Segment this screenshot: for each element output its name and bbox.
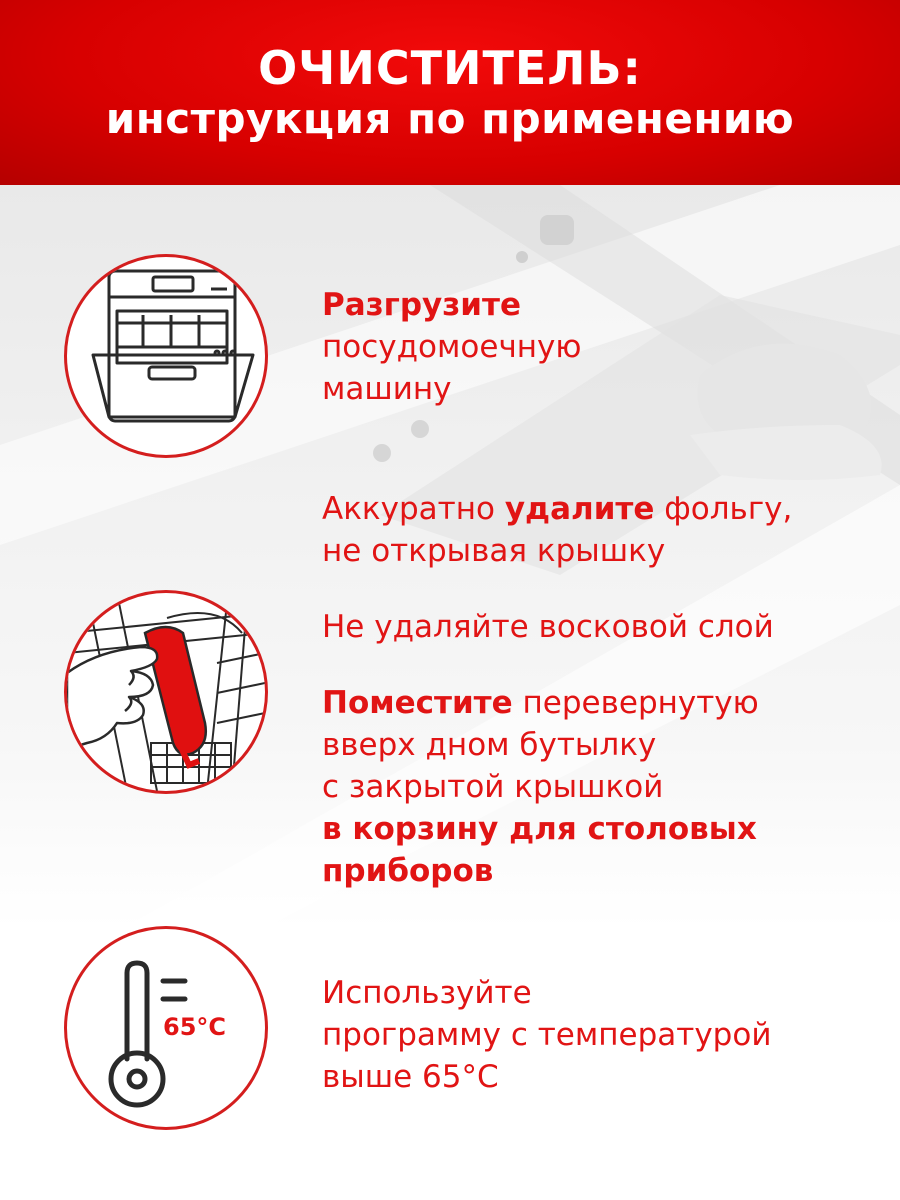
hand-placing-bottle-icon [67,593,265,791]
step-place-bottle-line3: с закрытой крышкой [322,769,664,805]
bottle-placement-circle [64,590,268,794]
step-program-line3: выше 65°С [322,1059,499,1095]
step-place-bottle-line5: приборов [322,853,494,889]
dishwasher-icon [67,257,265,455]
step-remove-foil-post: фольгу, [654,491,793,527]
step-place-bottle [322,682,759,892]
step-place-bottle-action: Поместите [322,685,513,721]
step-remove-foil-action: удалите [504,491,655,527]
step-unload-action: Разгрузите [322,287,521,323]
step-program-line1: Используйте [322,975,532,1011]
dishwasher-circle [64,254,268,458]
step-remove-foil [322,488,792,572]
step-unload-line2: посудомоечную [322,329,582,365]
step-wax-warning [322,606,774,648]
page-subtitle: инструкция по применению [105,93,795,143]
step-unload [322,284,581,410]
step-unload-line3: машину [322,371,452,407]
step-remove-foil-pre: Аккуратно [322,491,505,527]
step-place-bottle-line4: в корзину для столовых [322,811,757,847]
step-place-bottle-line2: вверх дном бутылку [322,727,657,763]
thermometer-circle [64,926,268,1130]
step-wax-warning-line1: Не удаляйте восковой слой [322,609,774,645]
page-title: ОЧИСТИТЕЛЬ: [258,40,642,95]
header-banner [0,0,900,185]
step-program-temperature [322,972,771,1098]
step-program-line2: программу с температурой [322,1017,772,1053]
step-place-bottle-post: перевернутую [512,685,759,721]
step-remove-foil-line2: не открывая крышку [322,533,666,569]
temperature-label: 65°C [163,1013,227,1041]
